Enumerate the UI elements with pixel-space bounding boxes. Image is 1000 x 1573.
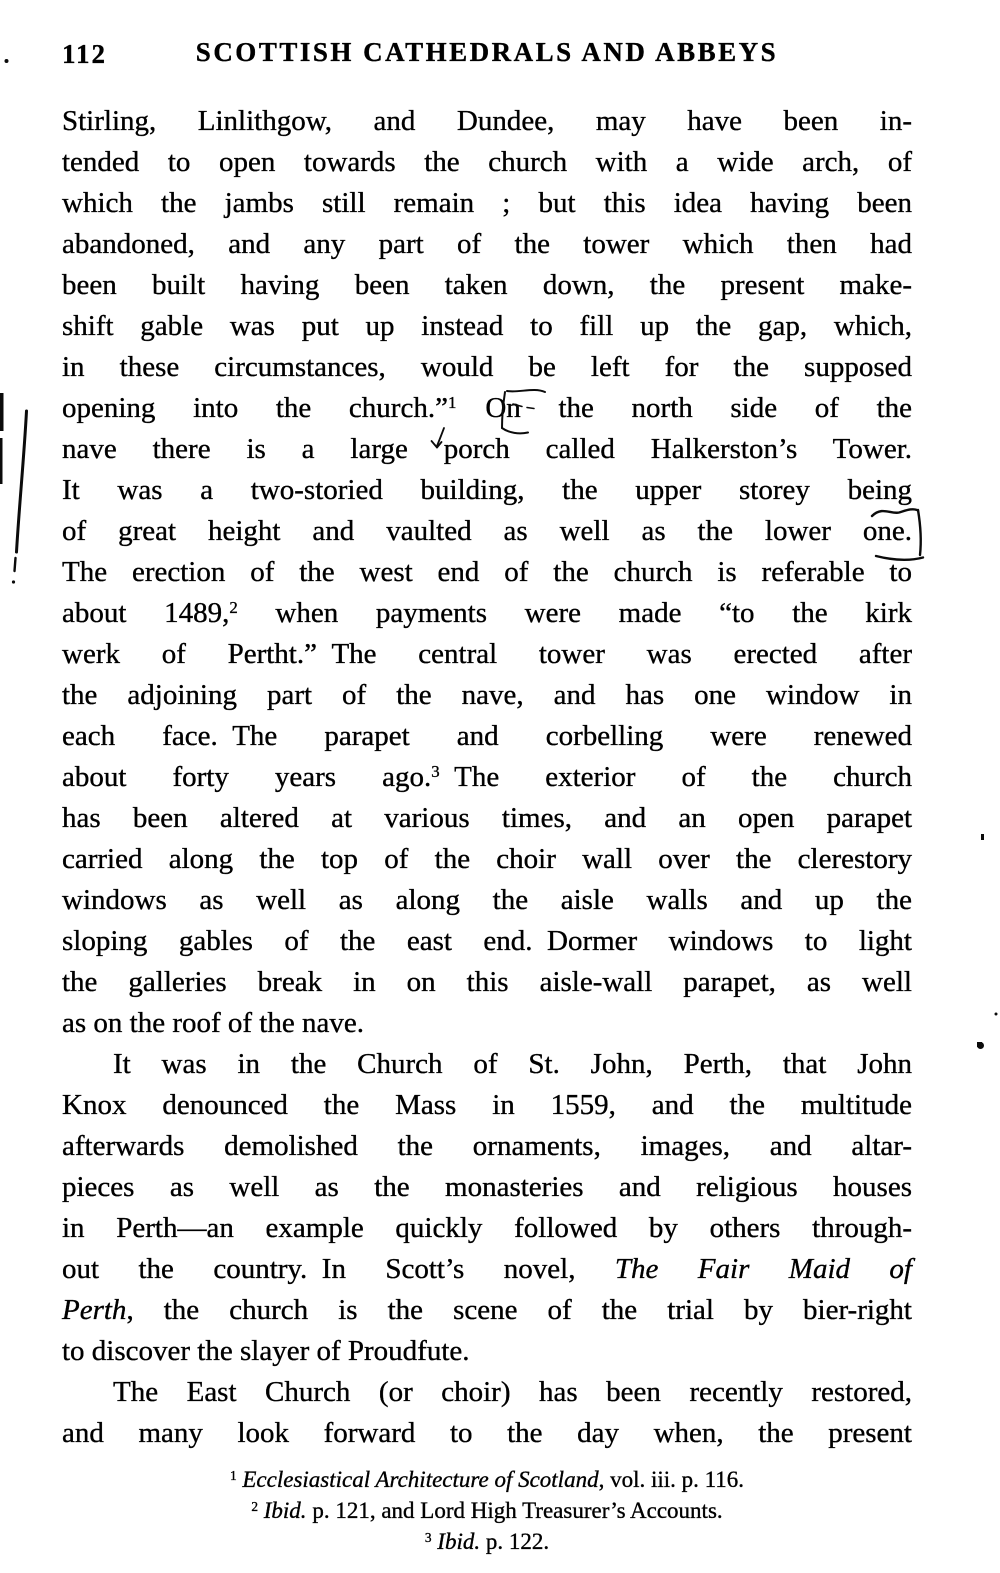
page-number: 112 (62, 39, 108, 69)
text-line: It was in the Church of St. John, Perth, that John (113, 1048, 912, 1080)
footnote-line: $^1$ Ecclesiastical Architecture of Scotland, vol. iii. p. 116. (229, 1467, 745, 1492)
text-line: The East Church (or choir) has been recently restored, (113, 1376, 912, 1408)
text-line: of great height and vaulted as well as the lower one. (62, 515, 912, 547)
text-line: to discover the slayer of Proudfute. (62, 1335, 470, 1367)
text-line: shift gable was put up instead to fill up the gap, which, (62, 310, 912, 342)
text-line: werk of Pertht.” The central tower was erected after (62, 638, 912, 670)
footnote-line: $^3$ Ibid. p. 122. (424, 1529, 550, 1554)
pencil-margin-line (12, 411, 27, 584)
text-line: has been altered at various times, and an open parapet (62, 802, 912, 834)
text-line: been built having been taken down, the present make- (62, 269, 912, 301)
text-line: as on the roof of the nave. (62, 1007, 364, 1039)
page-edge-artifact (0, 393, 4, 484)
text-line: carried along the top of the choir wall over the clerestory (62, 843, 912, 875)
body-text (62, 101, 912, 1454)
text-line: It was a two-storied building, the upper storey being (62, 474, 912, 506)
text-line: opening into the church.”$^1$ On the north side of the (62, 392, 912, 424)
text-line: afterwards demolished the ornaments, images, and altar- (62, 1130, 912, 1162)
text-line: out the country. In Scott’s novel, The Fair Maid of (62, 1253, 912, 1285)
text-line: in these circumstances, would be left for the supposed (62, 351, 912, 383)
text-line: The erection of the west end of the church is referable to (62, 556, 912, 588)
text-line: tended to open towards the church with a wide arch, of (62, 146, 912, 178)
text-line: Knox denounced the Mass in 1559, and the multitude (62, 1089, 912, 1121)
text-line: abandoned, and any part of the tower which then had (62, 228, 912, 260)
text-line: pieces as well as the monasteries and religious houses (62, 1171, 912, 1203)
text-line: which the jambs still remain ; but this idea having been (62, 187, 912, 219)
text-line: about forty years ago.$^3$ The exterior of the church (62, 761, 913, 793)
text-line: the galleries break in on this aisle-wall parapet, as well (62, 966, 912, 998)
text-line: nave there is a large porch called Halkerston’s Tower. (62, 433, 912, 465)
text-line: about 1489,$^2$ when payments were made “to the kirk (62, 597, 912, 629)
text-line: the adjoining part of the nave, and has one window in (62, 679, 912, 711)
text-line: Perth, the church is the scene of the trial by bier-right (62, 1294, 912, 1326)
text-line: Stirling, Linlithgow, and Dundee, may have been in- (62, 105, 912, 137)
text-line: and many look forward to the day when, the present (62, 1417, 912, 1449)
text-line: in Perth—an example quickly followed by others through- (62, 1212, 912, 1244)
page-header (62, 37, 912, 73)
text-line: each face. The parapet and corbelling were renewed (62, 720, 912, 752)
footnotes (62, 1464, 912, 1557)
text-line: sloping gables of the east end. Dormer windows to light (62, 925, 912, 957)
footnote-line: $^2$ Ibid. p. 121, and Lord High Treasurer’s Accounts. (251, 1498, 723, 1523)
running-title: SCOTTISH CATHEDRALS AND ABBEYS (195, 37, 779, 67)
text-line: windows as well as along the aisle walls and up the (62, 884, 912, 916)
